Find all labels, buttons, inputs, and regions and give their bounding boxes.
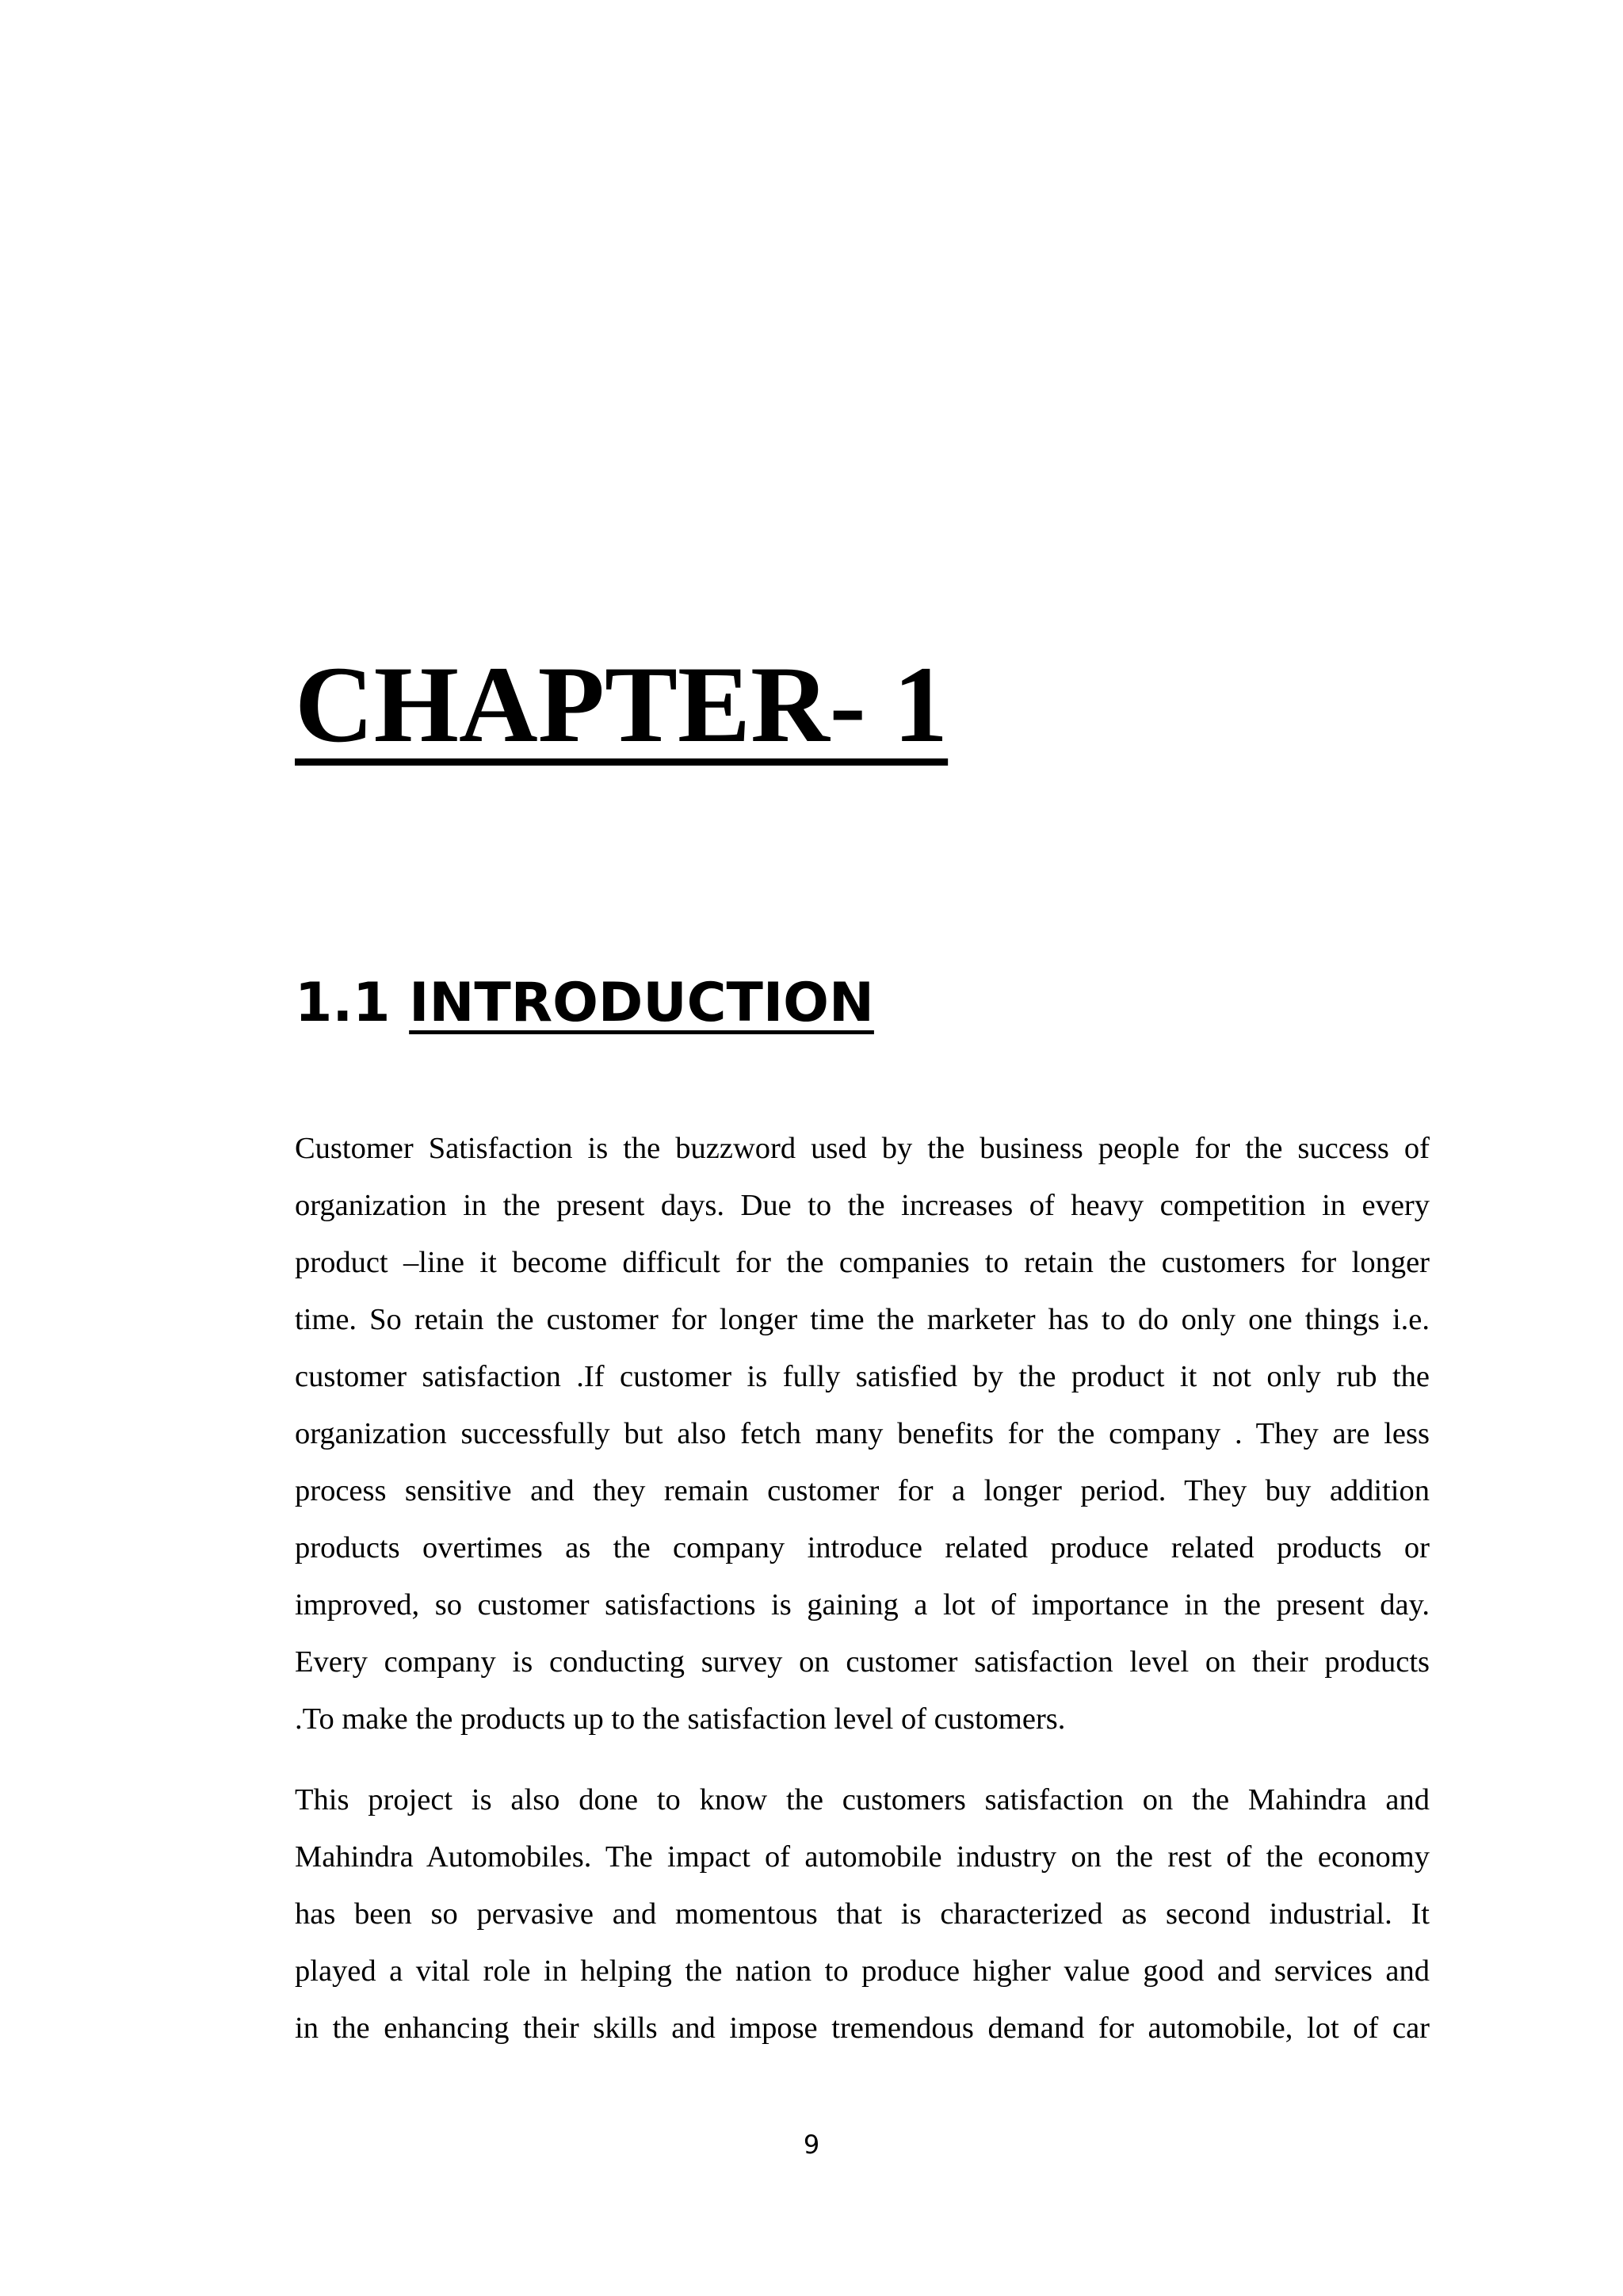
text-line: organization in the present days. Due to the increases of heavy competition in every [295,1189,1430,1222]
text-line: This project is also done to know the customers satisfaction on the Mahindra and [295,1783,1430,1817]
text-line: process sensitive and they remain customer for a longer period. They buy addition [295,1474,1430,1507]
text-line: Mahindra Automobiles. The impact of automobile industry on the rest of the economy [295,1840,1430,1874]
text-line: Customer Satisfaction is the buzzword used by the business people for the success of [295,1132,1430,1165]
text-line: product –line it become difficult for the companies to retain the customers for longer [295,1246,1430,1279]
text-line: Every company is conducting survey on customer satisfaction level on their products [295,1645,1430,1679]
text-line: products overtimes as the company introduce related produce related products or [295,1531,1430,1564]
text-line: played a vital role in helping the nation to produce higher value good and services and [295,1954,1430,1988]
text-line: .To make the products up to the satisfaction level of customers. [295,1702,1066,1736]
text-line: time. So retain the customer for longer time the marketer has to do only one things i.e. [295,1303,1430,1336]
section-title: INTRODUCTION [409,972,874,1034]
section-heading [295,972,874,1034]
paragraph-1 [295,1120,1430,1748]
text-line: has been so pervasive and momentous that is characterized as second industrial. It [295,1897,1430,1931]
text-line: customer satisfaction .If customer is fully satisfied by the product it not only rub the [295,1360,1430,1393]
text-line: in the enhancing their skills and impose tremendous demand for automobile, lot of car [295,2011,1430,2045]
section-number: 1.1 [295,972,391,1034]
text-line: organization successfully but also fetch many benefits for the company . They are less [295,1417,1430,1450]
text-line: improved, so customer satisfactions is gaining a lot of importance in the present day. [295,1588,1430,1622]
paragraph-2 [295,1771,1430,2057]
chapter-title: CHAPTER- 1 [295,644,949,765]
page-number: 9 [803,2130,820,2160]
